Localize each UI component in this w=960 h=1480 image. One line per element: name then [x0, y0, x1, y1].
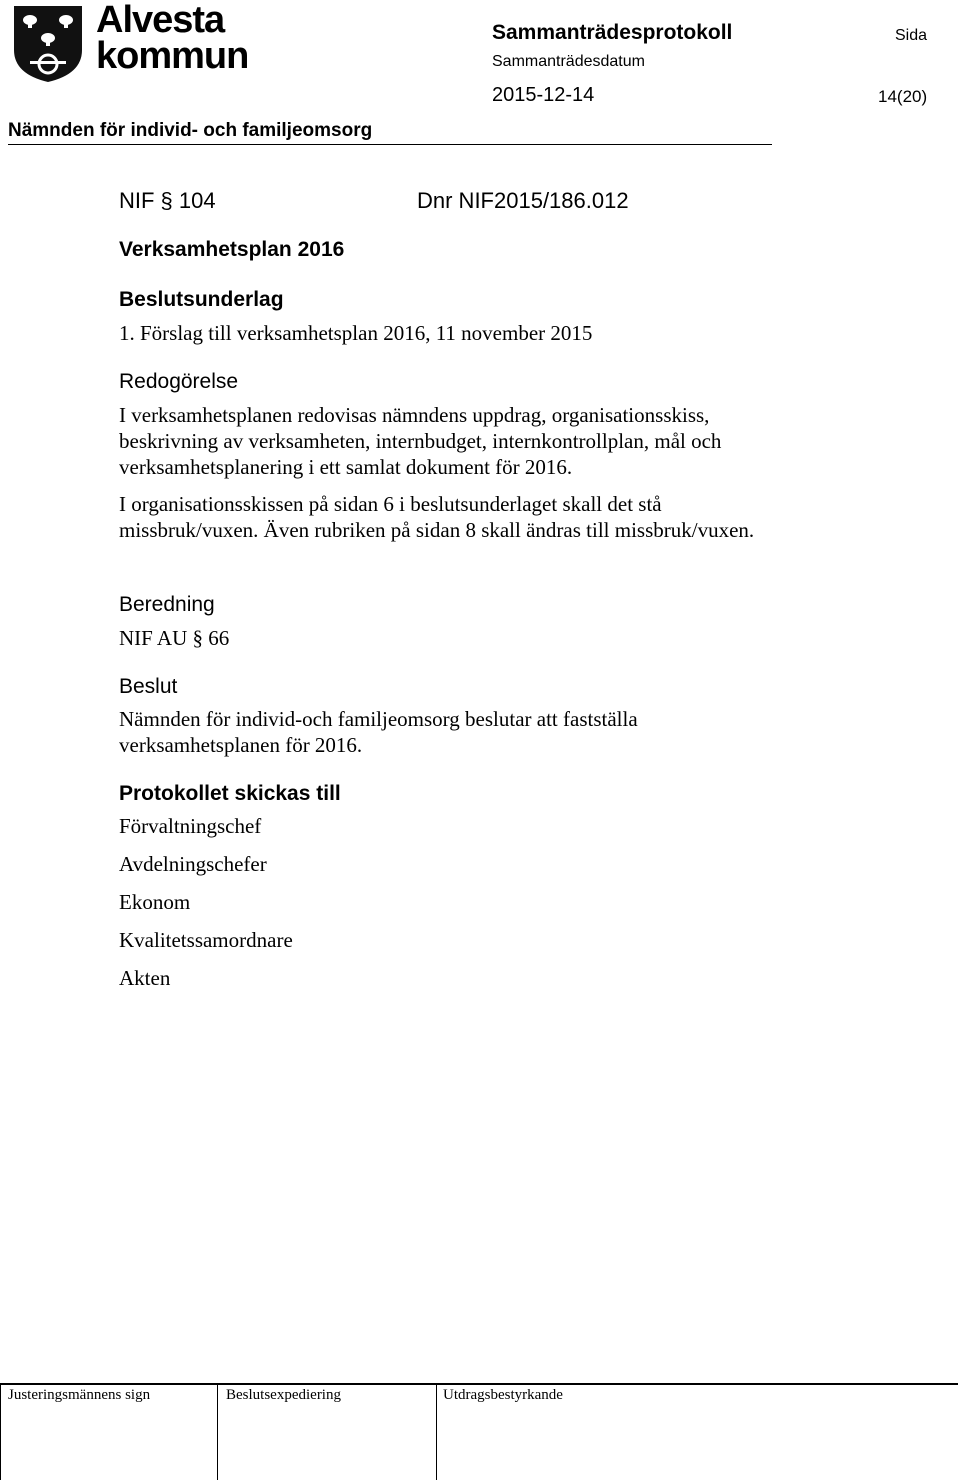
recipient-item: Akten [119, 966, 171, 990]
page-label: Sida [895, 27, 928, 44]
recipient-item: Avdelningschefer [119, 852, 267, 876]
dispatch-field-label: Beslutsexpediering [226, 1387, 341, 1403]
committee-name: Nämnden för individ- och familjeomsorg [8, 120, 373, 141]
beslut-text: Nämnden för individ-och familjeomsorg beslutar att fastställa verksamhetsplanen för 2016. [119, 707, 638, 757]
signature-footer [0, 1383, 958, 1480]
redogorelse-heading: Redogörelse [119, 370, 239, 393]
case-diary-number: Dnr NIF2015/186.012 [417, 188, 629, 213]
underlag-heading: Beslutsunderlag [119, 288, 284, 311]
signature-field-label: Justeringsmännens sign [8, 1387, 151, 1403]
recipient-item: Ekonom [119, 890, 191, 914]
logo-text-line2: kommun [96, 35, 249, 77]
underlag-item: 1. Förslag till verksamhetsplan 2016, 11 november 2015 [119, 321, 593, 345]
meeting-date: 2015-12-14 [492, 84, 595, 106]
beslut-heading: Beslut [119, 675, 178, 698]
recipients-list [119, 813, 293, 1003]
case-title: Verksamhetsplan 2016 [119, 238, 345, 261]
logo-text-line1: Alvesta [96, 0, 225, 41]
header-divider [8, 144, 772, 145]
recipient-item: Förvaltningschef [119, 814, 262, 838]
footer-cell-border [0, 1383, 1, 1480]
redogorelse-paragraph-2: I organisationsskissen på sidan 6 i beslutsunderlaget skall det stå missbruk/vuxen. Även rubriken på sidan 8 skall ändras till missbruk/vuxen. [119, 492, 755, 542]
redogorelse-paragraph-1: I verksamhetsplanen redovisas nämndens uppdrag, organisationsskiss, beskrivning av verksamheten, internbudget, internkontrollplan, mål och verksamhetsplanering i ett samlat dokument för 2016. [119, 403, 722, 479]
footer-cell-border [436, 1383, 437, 1480]
recipients-heading: Protokollet skickas till [119, 782, 341, 805]
footer-cell-border [217, 1383, 218, 1480]
case-paragraph-number: NIF § 104 [119, 188, 216, 213]
beredning-heading: Beredning [119, 593, 215, 616]
footer-divider [0, 1383, 958, 1385]
document-type: Sammanträdesprotokoll [492, 21, 733, 44]
page-number: 14(20) [878, 87, 928, 106]
beredning-text: NIF AU § 66 [119, 626, 230, 650]
recipient-item: Kvalitetssamordnare [119, 928, 293, 952]
certification-field-label: Utdragsbestyrkande [443, 1387, 563, 1403]
municipal-coat-of-arms-icon [8, 4, 88, 84]
meeting-date-label: Sammanträdesdatum [492, 53, 645, 70]
